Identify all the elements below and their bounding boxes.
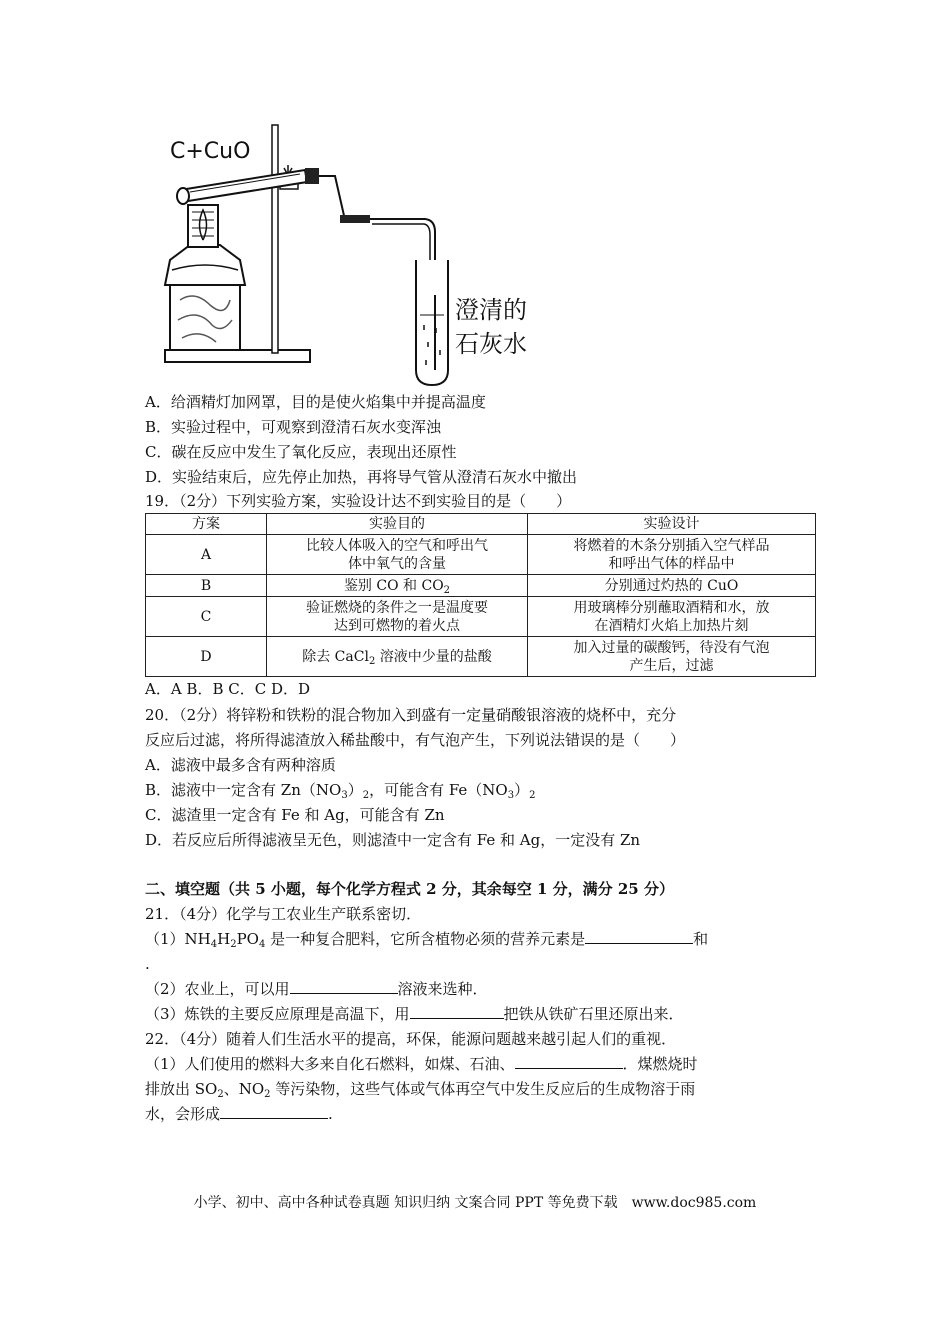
table-row [146,575,816,597]
q22-line3: 水，会形成 . [145,1105,333,1123]
footer-text: 小学、初中、高中各种试卷真题 知识归纳 文案合同 PPT 等免费下载 www.doc985.com [193,1195,757,1211]
q22-line2: 排放出 $SO_2$、$NO_2$ 等污染物，这些气体或气体再空气中发生反应后的生成物溶于雨 [145,1080,696,1100]
q18-option-d: D．实验结束后，应先停止加热，再将导气管从澄清石灰水中撤出 [145,468,578,486]
q18-option-b: B．实验过程中，可观察到澄清石灰水变浑浊 [145,418,442,436]
reactant-label: C+CuO [170,139,251,164]
answer-blank[interactable] [585,928,693,944]
row-d-plan: D [146,637,267,677]
q21-stem: 21．（4分）化学与工农业生产联系密切． [145,905,422,923]
q18-option-a: A．给酒精灯加网罩，目的是使火焰集中并提高温度 [145,393,486,411]
q20-option-a: A．滤液中最多含有两种溶质 [145,756,336,774]
row-d-design: 加入过量的碳酸钙，待没有气泡 产生后，过滤 [528,637,816,677]
limewater-label-1: 澄清的 [455,296,527,324]
q21-part1: $(1)NH_4H_2PO_4$ 是一种复合肥料，它所含植物必须的营养元素是 和 [145,930,709,950]
q18-option-c: C．碳在反应中发生了氧化反应，表现出还原性 [145,443,457,461]
limewater-label-2: 石灰水 [455,330,527,358]
row-b-plan: B [146,575,267,597]
q19-options: A．A B．B C．C D．D [145,680,311,698]
row-a-plan: A [146,535,267,575]
table-row [146,535,816,575]
answer-blank[interactable] [290,978,398,994]
table-header-row [146,514,816,535]
q22-stem: 22．（4分）随着人们生活水平的提高，环保，能源问题越来越引起人们的重视． [145,1030,677,1048]
row-b-design: 分别通过灼热的 CuO [528,575,816,597]
answer-blank[interactable] [410,1003,504,1019]
answer-blank[interactable] [220,1103,328,1119]
row-c-design: 用玻璃棒分别蘸取酒精和水，放 在酒精灯火焰上加热片刻 [528,597,816,637]
q21-part1-end: . [145,955,150,973]
header-plan: 方案 [146,514,267,535]
q20-option-c: C．滤渣里一定含有 Fe 和 Ag，可能含有 Zn [145,806,445,824]
q19-table [145,513,816,677]
row-a-design: 将燃着的木条分别插入空气样品 和呼出气体的样品中 [528,535,816,575]
q21-part3: （3）炼铁的主要反应原理是高温下，用 把铁从铁矿石里还原出来． [145,1005,684,1023]
row-d-goal: 除去 CaCl$_2$ 溶液中少量的盐酸 [267,637,528,677]
q21-part2: （2）农业上，可以用 溶液来选种． [145,980,488,998]
q20-stem-2: 反应后过滤，将所得滤渣放入稀盐酸中，有气泡产生，下列说法错误的是（ ） [145,731,686,749]
header-design: 实验设计 [528,514,816,535]
row-c-plan: C [146,597,267,637]
answer-blank[interactable] [515,1053,623,1069]
row-a-goal: 比较人体吸入的空气和呼出气 体中氧气的含量 [267,535,528,575]
q20-option-b: B．滤液中一定含有 $Zn(NO_3)_2$，可能含有 $Fe(NO_3)_2$ [145,781,536,801]
q20-option-d: D．若反应后所得滤液呈无色，则滤渣中一定含有 Fe 和 Ag，一定没有 Zn [145,831,641,849]
q22-part1: （1）人们使用的燃料大多来自化石燃料，如煤、石油、 ．煤燃烧时 [145,1055,698,1073]
row-c-goal: 验证燃烧的条件之一是温度要 达到可燃物的着火点 [267,597,528,637]
section2-title: 二、填空题（共 5 小题，每个化学方程式 2 分，其余每空 1 分，满分 25 分） [145,880,674,898]
header-goal: 实验目的 [267,514,528,535]
q19-stem: 19．（2分）下列实验方案，实验设计达不到实验目的是（ ） [145,492,572,510]
table-row [146,637,816,677]
apparatus-figure [150,120,550,390]
row-b-goal: 鉴别 CO 和 $CO_2$ [267,575,528,597]
q20-stem-1: 20．（2分）将锌粉和铁粉的混合物加入到盛有一定量硝酸银溶液的烧杯中，充分 [145,706,677,724]
table-row [146,597,816,637]
